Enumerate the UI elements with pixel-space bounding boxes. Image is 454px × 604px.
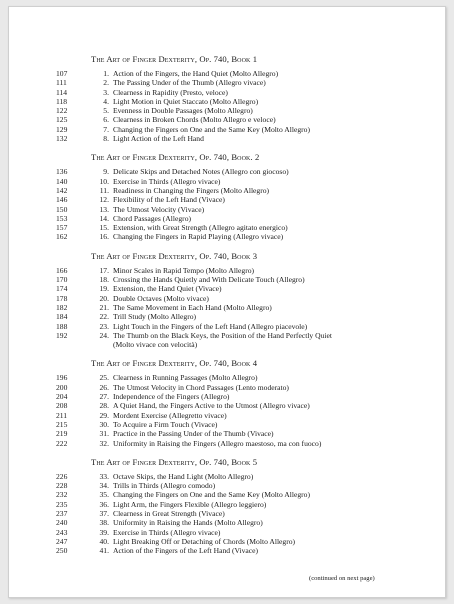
etude-title: Changing the Fingers on One and the Same Key (Molto Allegro) xyxy=(113,490,310,500)
etude-number: 17. xyxy=(99,265,109,275)
page-number: 228 xyxy=(56,481,68,491)
toc-entry xyxy=(56,518,431,528)
book-title: The Art of Finger Dexterity, Op. 740, Book. 2 xyxy=(91,152,260,163)
etude-number: 20. xyxy=(99,293,109,303)
page-number: 129 xyxy=(56,124,68,134)
page-number: 146 xyxy=(56,195,68,205)
etude-title: Trills in Thirds (Allegro comodo) xyxy=(113,481,216,491)
etude-number: 26. xyxy=(99,382,109,392)
page-number: 122 xyxy=(56,106,68,116)
etude-number: 11. xyxy=(99,185,109,195)
etude-title: Light Arm, the Fingers Flexible (Allegro leggiero) xyxy=(113,499,267,509)
etude-title: Evenness in Double Passages (Molto Allegro) xyxy=(113,106,253,116)
toc-entry xyxy=(56,134,431,144)
etude-number: 36. xyxy=(99,499,109,509)
etude-title: A Quiet Hand, the Fingers Active to the Utmost (Allegro vivace) xyxy=(113,401,310,411)
etude-title: Action of the Fingers of the Left Hand (Vivace) xyxy=(113,546,259,556)
page-number: 107 xyxy=(56,69,68,78)
page-number: 208 xyxy=(56,401,68,411)
toc-entry xyxy=(56,536,431,546)
etude-number: 13. xyxy=(99,204,109,214)
page-number: 188 xyxy=(56,321,68,331)
etude-number: 39. xyxy=(99,527,109,537)
etude-title: Readiness in Changing the Fingers (Molto Allegro) xyxy=(113,185,270,195)
etude-title: Double Octaves (Molto vivace) xyxy=(113,293,209,303)
etude-number: 27. xyxy=(99,392,109,402)
page-number: 142 xyxy=(56,185,68,195)
page-number: 166 xyxy=(56,265,68,275)
toc-entry xyxy=(56,167,431,177)
toc-entry xyxy=(56,508,431,518)
page-number: 125 xyxy=(56,115,68,125)
toc-entry xyxy=(56,419,431,429)
toc-entry xyxy=(56,490,431,500)
page-number: 178 xyxy=(56,293,68,303)
etude-number: 32. xyxy=(99,438,109,448)
etude-number: 12. xyxy=(99,195,109,205)
toc-entry xyxy=(56,410,431,420)
toc-entry xyxy=(56,124,431,134)
page-number: 200 xyxy=(56,382,68,392)
etude-number: 5. xyxy=(103,106,109,116)
toc-entry xyxy=(56,392,431,402)
page-number: 118 xyxy=(56,96,68,106)
etude-title: To Acquire a Firm Touch (Vivace) xyxy=(113,419,218,429)
etude-number: 14. xyxy=(99,213,109,223)
etude-title: Light Motion in Quiet Staccato (Molto Allegro) xyxy=(113,96,259,106)
etude-title: Mordent Exercise (Allegretto vivace) xyxy=(113,410,227,420)
etude-title: The Utmost Velocity in Chord Passages (Lento moderato) xyxy=(113,382,289,392)
toc-entry xyxy=(56,481,431,491)
toc-entry xyxy=(56,429,431,439)
toc-entry xyxy=(56,232,431,242)
toc-entry xyxy=(56,312,431,322)
etude-title: Minor Scales in Rapid Tempo (Molto Allegro) xyxy=(113,265,255,275)
etude-number: 38. xyxy=(99,518,109,528)
etude-title: The Same Movement in Each Hand (Molto Allegro) xyxy=(113,302,272,312)
toc-entry xyxy=(56,265,431,275)
etude-number: 18. xyxy=(99,275,109,285)
etude-number: 15. xyxy=(99,223,109,233)
page-number: 196 xyxy=(56,373,68,383)
toc-entry xyxy=(56,176,431,186)
book-section xyxy=(56,456,431,556)
page-number: 136 xyxy=(56,167,68,177)
etude-number: 41. xyxy=(99,546,109,556)
etude-title: The Passing Under of the Thumb (Allegro vivace) xyxy=(113,78,266,88)
etude-title: Light Touch in the Fingers of the Left Hand (Allegro piacevole) xyxy=(113,321,308,331)
toc-entry xyxy=(56,546,431,556)
etude-number: 8. xyxy=(103,134,109,144)
etude-number: 4. xyxy=(103,96,109,106)
toc-entry xyxy=(56,185,431,195)
toc-entry xyxy=(56,69,431,78)
etude-number: 24. xyxy=(99,330,109,340)
toc-entry xyxy=(56,96,431,106)
table-of-contents xyxy=(56,53,431,563)
etude-title: The Thumb on the Black Keys, the Position of the Hand Perfectly Quiet xyxy=(113,330,332,340)
etude-number: 29. xyxy=(99,410,109,420)
toc-entry xyxy=(56,527,431,537)
etude-number: 31. xyxy=(99,429,109,439)
book-title: The Art of Finger Dexterity, Op. 740, Book 4 xyxy=(91,358,258,369)
book-section xyxy=(56,151,431,242)
page-number: 157 xyxy=(56,223,68,233)
book-section xyxy=(56,250,431,350)
etude-number: 33. xyxy=(99,471,109,481)
toc-entry xyxy=(56,471,431,481)
etude-title: Clearness in Great Strength (Vivace) xyxy=(113,508,225,518)
page-number: 243 xyxy=(56,527,68,537)
etude-title: Light Action of the Left Hand xyxy=(113,134,204,144)
etude-title-continuation: (Molto vivace con velocità) xyxy=(113,340,198,350)
toc-entry xyxy=(56,438,431,448)
toc-entry xyxy=(56,195,431,205)
continued-note: (continued on next page) xyxy=(309,575,375,582)
page-number: 226 xyxy=(56,471,68,481)
toc-entry xyxy=(56,106,431,116)
book-section xyxy=(56,53,431,144)
page-number: 153 xyxy=(56,213,68,223)
etude-title: Light Breaking Off or Detaching of Chords (Molto Allegro) xyxy=(113,536,296,546)
toc-entry xyxy=(56,204,431,214)
etude-number: 21. xyxy=(99,302,109,312)
etude-title: Exercise in Thirds (Allegro vivace) xyxy=(113,527,221,537)
etude-title: Changing the Fingers in Rapid Playing (Allegro vivace) xyxy=(113,232,284,242)
etude-number: 1. xyxy=(103,69,109,78)
page-number: 132 xyxy=(56,134,68,144)
etude-number: 3. xyxy=(103,87,109,97)
page-number: 162 xyxy=(56,232,68,242)
toc-entry xyxy=(56,223,431,233)
toc-entry xyxy=(56,321,431,331)
page-number: 237 xyxy=(56,508,68,518)
etude-number: 2. xyxy=(103,78,109,88)
toc-entry xyxy=(56,213,431,223)
toc-entry xyxy=(56,302,431,312)
toc-entry xyxy=(56,284,431,294)
toc-entry xyxy=(56,373,431,383)
etude-number: 37. xyxy=(99,508,109,518)
etude-number: 9. xyxy=(103,167,109,177)
toc-entry xyxy=(56,382,431,392)
etude-number: 35. xyxy=(99,490,109,500)
toc-entry xyxy=(56,115,431,125)
toc-entry xyxy=(56,275,431,285)
etude-number: 34. xyxy=(99,481,109,491)
toc-entry xyxy=(56,293,431,303)
page-number: 150 xyxy=(56,204,68,214)
book-section xyxy=(56,357,431,448)
page-number: 184 xyxy=(56,312,68,322)
toc-entry xyxy=(56,87,431,97)
page-number: 240 xyxy=(56,518,68,528)
etude-number: 7. xyxy=(103,124,109,134)
etude-title: Clearness in Running Passages (Molto Allegro) xyxy=(113,373,258,383)
toc-entry xyxy=(56,499,431,509)
etude-number: 30. xyxy=(99,419,109,429)
book-title: The Art of Finger Dexterity, Op. 740, Book 3 xyxy=(91,250,258,261)
page-number: 140 xyxy=(56,176,68,186)
document-page xyxy=(8,6,446,598)
page-number: 204 xyxy=(56,392,68,402)
etude-number: 19. xyxy=(99,284,109,294)
page-number: 111 xyxy=(56,78,67,88)
page-number: 247 xyxy=(56,536,68,546)
etude-title: Clearness in Rapidity (Presto, veloce) xyxy=(113,87,228,97)
page-number: 250 xyxy=(56,546,68,556)
etude-title: Changing the Fingers on One and the Same Key (Molto Allegro) xyxy=(113,124,310,134)
etude-title: Chord Passages (Allegro) xyxy=(113,213,192,223)
page-number: 174 xyxy=(56,284,68,294)
etude-title: Crossing the Hands Quietly and With Delicate Touch (Allegro) xyxy=(113,275,305,285)
page-number: 170 xyxy=(56,275,68,285)
toc-entry xyxy=(56,401,431,411)
etude-title: Octave Skips, the Hand Light (Molto Allegro) xyxy=(113,471,254,481)
toc-entry xyxy=(56,330,431,340)
etude-number: 6. xyxy=(103,115,109,125)
etude-number: 23. xyxy=(99,321,109,331)
etude-title: Practice in the Passing Under of the Thumb (Vivace) xyxy=(113,429,274,439)
page-number: 211 xyxy=(56,410,68,420)
etude-title: Delicate Skips and Detached Notes (Allegro con giocoso) xyxy=(113,167,289,177)
etude-title: Exercise in Thirds (Allegro vivace) xyxy=(113,176,221,186)
toc-entry xyxy=(56,78,431,88)
etude-title: Uniformity in Raising the Hands (Molto Allegro) xyxy=(113,518,263,528)
page-number: 192 xyxy=(56,330,68,340)
etude-title: Extension, with Great Strength (Allegro agitato energico) xyxy=(113,223,288,233)
etude-number: 25. xyxy=(99,373,109,383)
etude-title: Clearness in Broken Chords (Molto Allegro e veloce) xyxy=(113,115,276,125)
page-number: 222 xyxy=(56,438,68,448)
page-number: 215 xyxy=(56,419,68,429)
etude-number: 16. xyxy=(99,232,109,242)
page-number: 219 xyxy=(56,429,68,439)
etude-number: 10. xyxy=(99,176,109,186)
etude-number: 22. xyxy=(99,312,109,322)
page-number: 182 xyxy=(56,302,68,312)
etude-title: Independence of the Fingers (Allegro) xyxy=(113,392,230,402)
etude-title: Action of the Fingers, the Hand Quiet (Molto Allegro) xyxy=(113,69,279,78)
etude-title: Uniformity in Raising the Fingers (Allegro maestoso, ma con fuoco) xyxy=(113,438,322,448)
etude-title: Trill Study (Molto Allegro) xyxy=(113,312,197,322)
book-title: The Art of Finger Dexterity, Op. 740, Book 5 xyxy=(91,456,258,467)
etude-title: Flexibility of the Left Hand (Vivace) xyxy=(113,195,225,205)
etude-title: The Utmost Velocity (Vivace) xyxy=(113,204,205,214)
etude-number: 28. xyxy=(99,401,109,411)
book-title: The Art of Finger Dexterity, Op. 740, Book 1 xyxy=(91,54,258,64)
etude-number: 40. xyxy=(99,536,109,546)
etude-title: Extension, the Hand Quiet (Vivace) xyxy=(113,284,222,294)
page-number: 235 xyxy=(56,499,68,509)
page-number: 114 xyxy=(56,87,68,97)
page-number: 232 xyxy=(56,490,68,500)
